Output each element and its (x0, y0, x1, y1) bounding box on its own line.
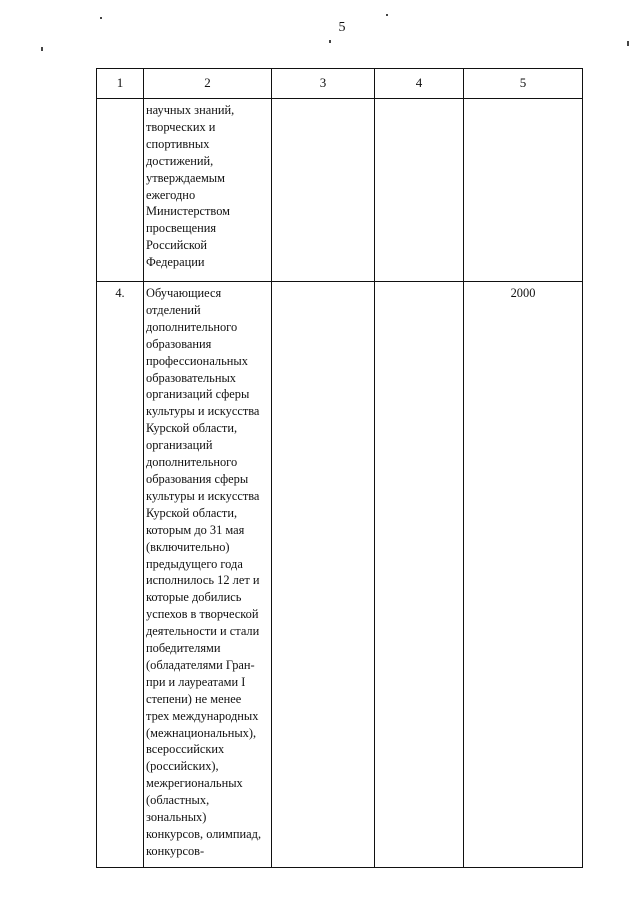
scan-speck (329, 40, 331, 43)
column-4-cell (375, 282, 464, 868)
table-row (97, 282, 583, 868)
column-5-value: 2000 (510, 286, 536, 300)
column-header: 4 (375, 69, 464, 99)
table-header-row (97, 69, 583, 99)
column-header: 3 (272, 69, 375, 99)
scan-speck (386, 14, 388, 16)
row-number: 4. (115, 286, 125, 300)
description-cell (144, 99, 272, 282)
column-header: 5 (464, 69, 583, 99)
column-3-value (272, 282, 374, 285)
column-3-value (272, 99, 374, 102)
description-cell (144, 282, 272, 868)
scan-speck (100, 17, 102, 19)
column-header: 1 (97, 69, 144, 99)
column-5-cell (464, 282, 583, 868)
column-4-value (375, 99, 463, 102)
description-text: научных знаний, творческих и спортивных достижений, утверждаемым ежегодно Министерством просвещения Российской Федерации (146, 103, 235, 270)
row-number-cell (97, 99, 144, 282)
description-text: Обучающиеся отделений дополнительного образования профессиональных образовательных организаций сферы культуры и искусства Курской области, организаций дополнительного образования сферы культуры и искусства Курской области, которым до 31 мая (включительно) предыдущего года исполнилось 12 лет и которые добились успехов в творческой деятельности и стали победителями (обладателями Гран- при и лауреатами I степени) не менее трех международных (межнациональных), всероссийских (российских), межрегиональных (областных, зональных) конкурсов, олимпиад, конкурсов- (146, 286, 262, 858)
table-row (97, 99, 583, 282)
data-table (96, 68, 583, 868)
column-3-cell (272, 282, 375, 868)
column-3-cell (272, 99, 375, 282)
row-number (97, 99, 143, 102)
column-5-cell (464, 99, 583, 282)
column-4-value (375, 282, 463, 285)
column-5-value (464, 99, 582, 102)
page-number: 5 (338, 20, 346, 35)
scan-speck (627, 41, 629, 46)
scan-speck (41, 47, 43, 51)
column-4-cell (375, 99, 464, 282)
row-number-cell (97, 282, 144, 868)
column-header: 2 (144, 69, 272, 99)
